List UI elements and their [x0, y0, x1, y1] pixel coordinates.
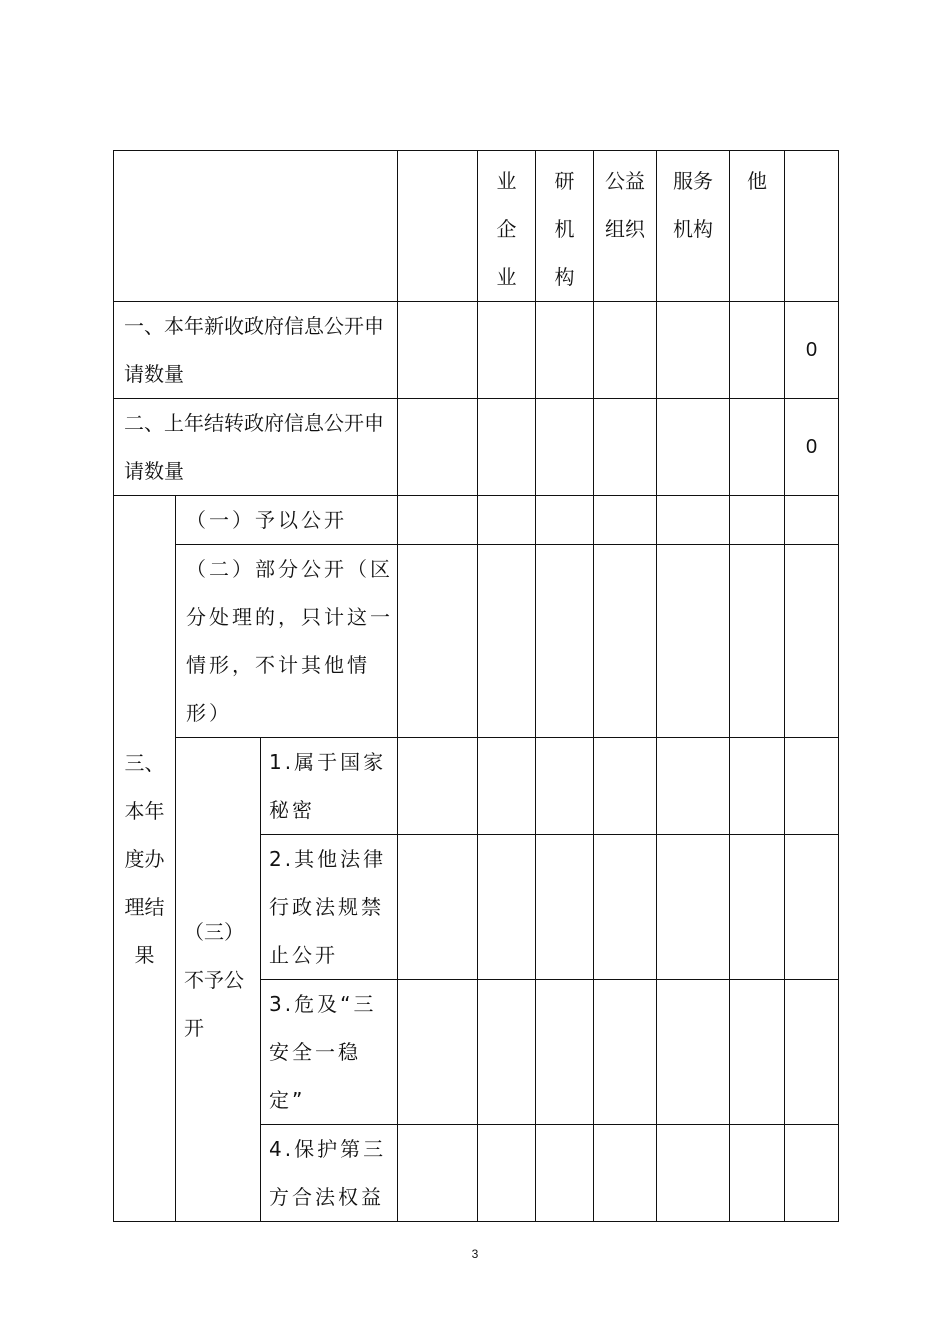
- total-carried-over: 0: [785, 399, 839, 496]
- table-cell: [730, 496, 785, 545]
- table-cell: [730, 980, 785, 1125]
- table-cell: [730, 738, 785, 835]
- row-label-new-requests: 一、本年新收政府信息公开申请数量: [114, 302, 398, 399]
- table-cell: [730, 545, 785, 738]
- col-header-business: 业 企 业: [478, 151, 536, 302]
- table-cell: [594, 980, 657, 1125]
- table-cell: [785, 835, 839, 980]
- row-disclosed: [114, 496, 839, 545]
- table-cell: [478, 738, 536, 835]
- table-cell: [785, 496, 839, 545]
- total-new-requests: 0: [785, 302, 839, 399]
- row-reason-1: [114, 738, 839, 835]
- table-cell: [398, 835, 478, 980]
- table-cell: [657, 835, 730, 980]
- table-cell: [478, 302, 536, 399]
- col-header-research: 研 机 构: [536, 151, 594, 302]
- row-new-requests: [114, 302, 839, 399]
- table-cell: [657, 738, 730, 835]
- table-cell: [785, 545, 839, 738]
- table-cell: [657, 545, 730, 738]
- table-cell: [536, 835, 594, 980]
- col-header-other: 他: [730, 151, 785, 302]
- table-cell: [536, 738, 594, 835]
- col-header-total: [785, 151, 839, 302]
- row-label-annual-results: 三、 本年 度办 理结 果: [114, 496, 176, 1222]
- table-cell: [785, 738, 839, 835]
- table-cell: [478, 1125, 536, 1222]
- table-cell: [594, 1125, 657, 1222]
- table-cell: [536, 496, 594, 545]
- table-cell: [536, 302, 594, 399]
- table-cell: [785, 1125, 839, 1222]
- reason-state-secret: 1.属于国家秘密: [261, 738, 398, 835]
- table-cell: [398, 738, 478, 835]
- row-label-not-disclosed: （三） 不予公 开: [176, 738, 261, 1222]
- col-header-service: 服务 机构: [657, 151, 730, 302]
- table-cell: [730, 302, 785, 399]
- page-number: 3: [471, 1247, 479, 1261]
- table-cell: [478, 835, 536, 980]
- reason-third-party-rights: 4.保护第三方合法权益: [261, 1125, 398, 1222]
- col-header-public-welfare: 公益 组织: [594, 151, 657, 302]
- table-cell: [730, 835, 785, 980]
- header-blank-cell: [398, 151, 478, 302]
- table-cell: [657, 980, 730, 1125]
- reason-law-prohibited: 2.其他法律行政法规禁止公开: [261, 835, 398, 980]
- table-cell: [594, 496, 657, 545]
- table-cell: [478, 399, 536, 496]
- row-label-partially-disclosed: （二）部分公开（区分处理的，只计这一情形，不计其他情形）: [176, 545, 398, 738]
- table-cell: [536, 1125, 594, 1222]
- table-cell: [785, 980, 839, 1125]
- table-cell: [657, 1125, 730, 1222]
- table-cell: [730, 399, 785, 496]
- table-cell: [730, 1125, 785, 1222]
- table-cell: [594, 738, 657, 835]
- table-cell: [398, 980, 478, 1125]
- table-cell: [657, 399, 730, 496]
- row-label-carried-over: 二、上年结转政府信息公开申请数量: [114, 399, 398, 496]
- row-carried-over: [114, 399, 839, 496]
- table-cell: [398, 1125, 478, 1222]
- table-cell: [478, 980, 536, 1125]
- table-cell: [398, 302, 478, 399]
- reason-security-stability: 3.危及“三安全一稳定”: [261, 980, 398, 1125]
- table-cell: [398, 399, 478, 496]
- table-cell: [536, 399, 594, 496]
- table-cell: [594, 302, 657, 399]
- table-cell: [398, 545, 478, 738]
- table-cell: [594, 399, 657, 496]
- statistics-table: [113, 150, 839, 1222]
- table-cell: [536, 545, 594, 738]
- table-cell: [657, 496, 730, 545]
- table-cell: [594, 835, 657, 980]
- table-cell: [478, 496, 536, 545]
- table-cell: [657, 302, 730, 399]
- row-partially-disclosed: [114, 545, 839, 738]
- header-blank-cell: [114, 151, 398, 302]
- header-row: [114, 151, 839, 302]
- row-label-disclosed: （一）予以公开: [176, 496, 398, 545]
- table-cell: [594, 545, 657, 738]
- table-cell: [478, 545, 536, 738]
- table-cell: [398, 496, 478, 545]
- table-cell: [536, 980, 594, 1125]
